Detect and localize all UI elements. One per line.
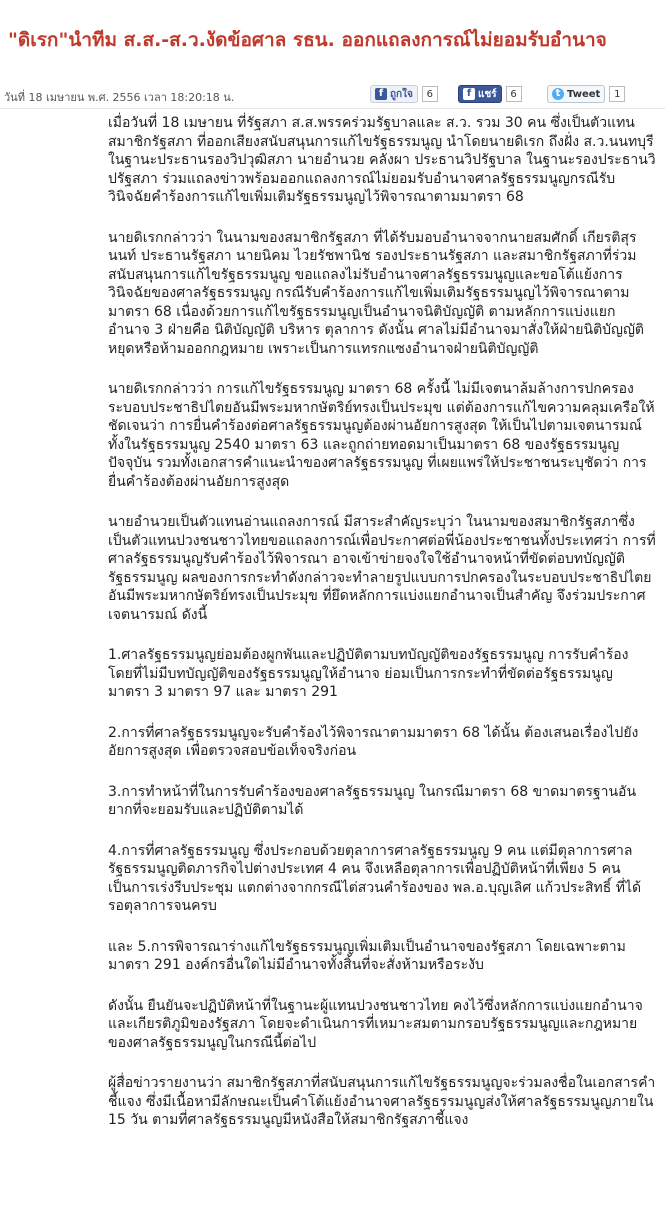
paragraph-3: นายดิเรกกล่าวว่า การแก้ไขรัฐธรรมนูญ มาตรา 68 ครั้งนี้ ไม่มีเจตนาล้มล้างการปกครองระบอบประชาธิปไตยอันมีพระมหากษัตริย์ทรงเป็นประมุข แต่ต้องการแก้ไขความคลุมเครือให้ชัดเจนว่า การยื่นคำร้องต่อศาลรัฐธรรมนูญต้องผ่านอัยการสูงสุด ให้เป็นไปตามเจตนารมณ์ ทั้งในรัฐธรรมนูญ 2540 มาตรา 63 และถูกถ่ายทอดมาเป็นมาตรา 68 ของรัฐธรรมนูญปัจจุบัน รวมทั้งเอกสารคำแนะนำของศาลรัฐธรรมนูญ ที่เผยแพร่ให้ประชาชนระบุชัดว่า การยื่นคำร้องต้องผ่านอัยการสูงสุด [108, 381, 655, 490]
tweet-count: 1 [609, 86, 625, 102]
paragraph-6: 2.การที่ศาลรัฐธรรมนูญจะรับคำร้องไว้พิจารณาตามมาตรา 68 ได้นั้น ต้องเสนอเรื่องไปยังอัยการสูงสุด เพื่อตรวจสอบข้อเท็จจริงก่อน [108, 724, 639, 759]
facebook-like-button[interactable] [370, 85, 418, 103]
article-title: "ดิเรก"นำทีม ส.ส.-ส.ว.งัดข้อศาล รธน. ออกแถลงการณ์ไม่ยอมรับอำนาจ [8, 28, 607, 51]
paragraph-8: 4.การที่ศาลรัฐธรรมนูญ ซึ่งประกอบด้วยตุลาการศาลรัฐธรรมนูญ 9 คน แต่มีตุลาการศาลรัฐธรรมนูญติดภารกิจไปต่างประเทศ 4 คน จึงเหลือตุลาการเพื่อปฏิบัติหน้าที่เพียง 5 คน เป็นการเร่งรีบประชุม แตกต่างจากกรณีไต่สวนคำร้องของ พล.อ.บุญเลิศ แก้วประสิทธิ์ ที่ได้รอตุลาการจนครบ [108, 842, 642, 914]
paragraph-10: ดังนั้น ยืนยันจะปฏิบัติหน้าที่ในฐานะผู้แทนปวงชนชาวไทย คงไว้ซึ่งหลักการแบ่งแยกอำนาจและเกียรติภูมิของรัฐสภา โดยจะดำเนินการที่เหมาะสมตามกรอบรัฐธรรมนูญและกฎหมายของศาลรัฐธรรมนูญในกรณีนี้ต่อไป [108, 997, 643, 1051]
facebook-f-icon: f [375, 88, 387, 100]
article-body [108, 114, 656, 1152]
divider [0, 108, 665, 109]
facebook-f-icon: f [463, 88, 475, 100]
paragraph-1: เมื่อวันที่ 18 เมษายน ที่รัฐสภา ส.ส.พรรคร่วมรัฐบาลและ ส.ว. รวม 30 คน ซึ่งเป็นตัวแทนสมาชิกรัฐสภา ที่ออกเสียงสนับสนุนการแก้ไขรัฐธรรมนูญ นำโดยนายดิเรก ถึงฝั่ง ส.ว.นนทบุรี ในฐานะประธานรองวิปวุฒิสภา นายอำนวย คลังผา ประธานวิปรัฐบาล ในฐานะรองประธานวิปรัฐสภา ร่วมแถลงข่าวพร้อมออกแถลงการณ์ไม่ยอมรับอำนาจศาลรัฐธรรมนูญกรณีรับวินิจฉัยคำร้องการแก้ไขเพิ่มเติมรัฐธรรมนูญไว้พิจารณาตามมาตรา 68 [108, 115, 656, 205]
share-count: 6 [506, 86, 522, 102]
paragraph-7: 3.การทำหน้าที่ในการรับคำร้องของศาลรัฐธรรมนูญ ในกรณีมาตรา 68 ขาดมาตรฐานอันยากที่จะยอมรับและปฏิบัติตามได้ [108, 783, 637, 818]
twitter-bird-icon: t [552, 88, 564, 100]
paragraph-2: นายดิเรกกล่าวว่า ในนามของสมาชิกรัฐสภา ที่ได้รับมอบอำนาจจากนายสมศักดิ์ เกียรติสุรนนท์ ประธานรัฐสภา นายนิคม ไวยรัชพานิช รองประธานรัฐสภา และสมาชิกรัฐสภาที่ร่วมสนับสนุนการแก้ไขรัฐธรรมนูญ ขอแถลงไม่รับอำนาจศาลรัฐธรรมนูญและขอโต้แย้งการวินิจฉัยของศาลรัฐธรรมนูญ กรณีรับคำร้องการแก้ไขเพิ่มเติมรัฐธรรมนูญไว้พิจารณาตามมาตรา 68 เนื่องด้วยการแก้ไขรัฐธรรมนูญเป็นอำนาจนิติบัญญัติ ตามหลักการแบ่งแยกอำนาจ 3 ฝ่ายคือ นิติบัญญัติ บริหาร ตุลาการ ดังนั้น ศาลไม่มีอำนาจมาสั่งให้ฝ่ายนิติบัญญัติหยุดหรือห้ามออกกฎหมาย เพราะเป็นการแทรกแซงอำนาจฝ่ายนิติบัญญัติ [108, 229, 645, 357]
paragraph-5: 1.ศาลรัฐธรรมนูญย่อมต้องผูกพันและปฏิบัติตามบทบัญญัติของรัฐธรรมนูญ การรับคำร้องโดยที่ไม่มีบทบัญญัติของรัฐธรรมนูญให้อำนาจ ย่อมเป็นการกระทำที่ขัดต่อรัฐธรรมนูญ มาตรา 3 มาตรา 97 และ มาตรา 291 [108, 647, 629, 700]
share-label: แชร์ [478, 88, 497, 100]
facebook-like-widget [370, 84, 438, 104]
paragraph-11: ผู้สื่อข่าวรายงานว่า สมาชิกรัฐสภาที่สนับสนุนการแก้ไขรัฐธรรมนูญจะร่วมลงชื่อในเอกสารคำชี้แจง ซึ่งมีเนื้อหามีลักษณะเป็นคำโต้แย้งอำนาจศาลรัฐธรรมนูญส่งให้ศาลรัฐธรรมนูญภายใน 15 วัน ตามที่ศาลรัฐธรรมนูญมีหนังสือให้สมาชิกรัฐสภาชี้แจง [108, 1075, 656, 1128]
paragraph-4: นายอำนวยเป็นตัวแทนอ่านแถลงการณ์ มีสาระสำคัญระบุว่า ในนามของสมาชิกรัฐสภาซึ่งเป็นตัวแทนปวงชนชาวไทยขอแถลงการณ์เพื่อประกาศต่อพี่น้องประชาชนทั้งประเทศว่า การที่ศาลรัฐธรรมนูญรับคำร้องไว้พิจารณา อาจเข้าข่ายจงใจใช้อำนาจหน้าที่ขัดต่อบทบัญญัติรัฐธรรมนูญ ผลของการกระทำดังกล่าวจะทำลายรูปแบบการปกครองในระบอบประชาธิปไตยอันมีพระมหากษัตริย์ทรงเป็นประมุข ที่ยึดหลักการแบ่งแยกอำนาจเป็นสำคัญ จึงร่วมประกาศเจตนารมณ์ ดังนี้ [108, 514, 656, 623]
twitter-widget [547, 84, 625, 104]
article-dateline: วันที่ 18 เมษายน พ.ศ. 2556 เวลา 18:20:18 น. [4, 91, 235, 104]
tweet-button[interactable] [547, 85, 605, 103]
like-label: ถูกใจ [390, 88, 413, 100]
tweet-label: Tweet [567, 88, 601, 100]
facebook-share-widget [458, 84, 522, 104]
like-count: 6 [422, 86, 438, 102]
facebook-share-button[interactable] [458, 85, 502, 103]
paragraph-9: และ 5.การพิจารณาร่างแก้ไขรัฐธรรมนูญเพิ่มเติมเป็นอำนาจของรัฐสภา โดยเฉพาะตามมาตรา 291 องค์กรอื่นใดไม่มีอำนาจทั้งสิ้นที่จะสั่งห้ามหรือระงับ [108, 938, 626, 973]
meta-row [0, 84, 665, 108]
